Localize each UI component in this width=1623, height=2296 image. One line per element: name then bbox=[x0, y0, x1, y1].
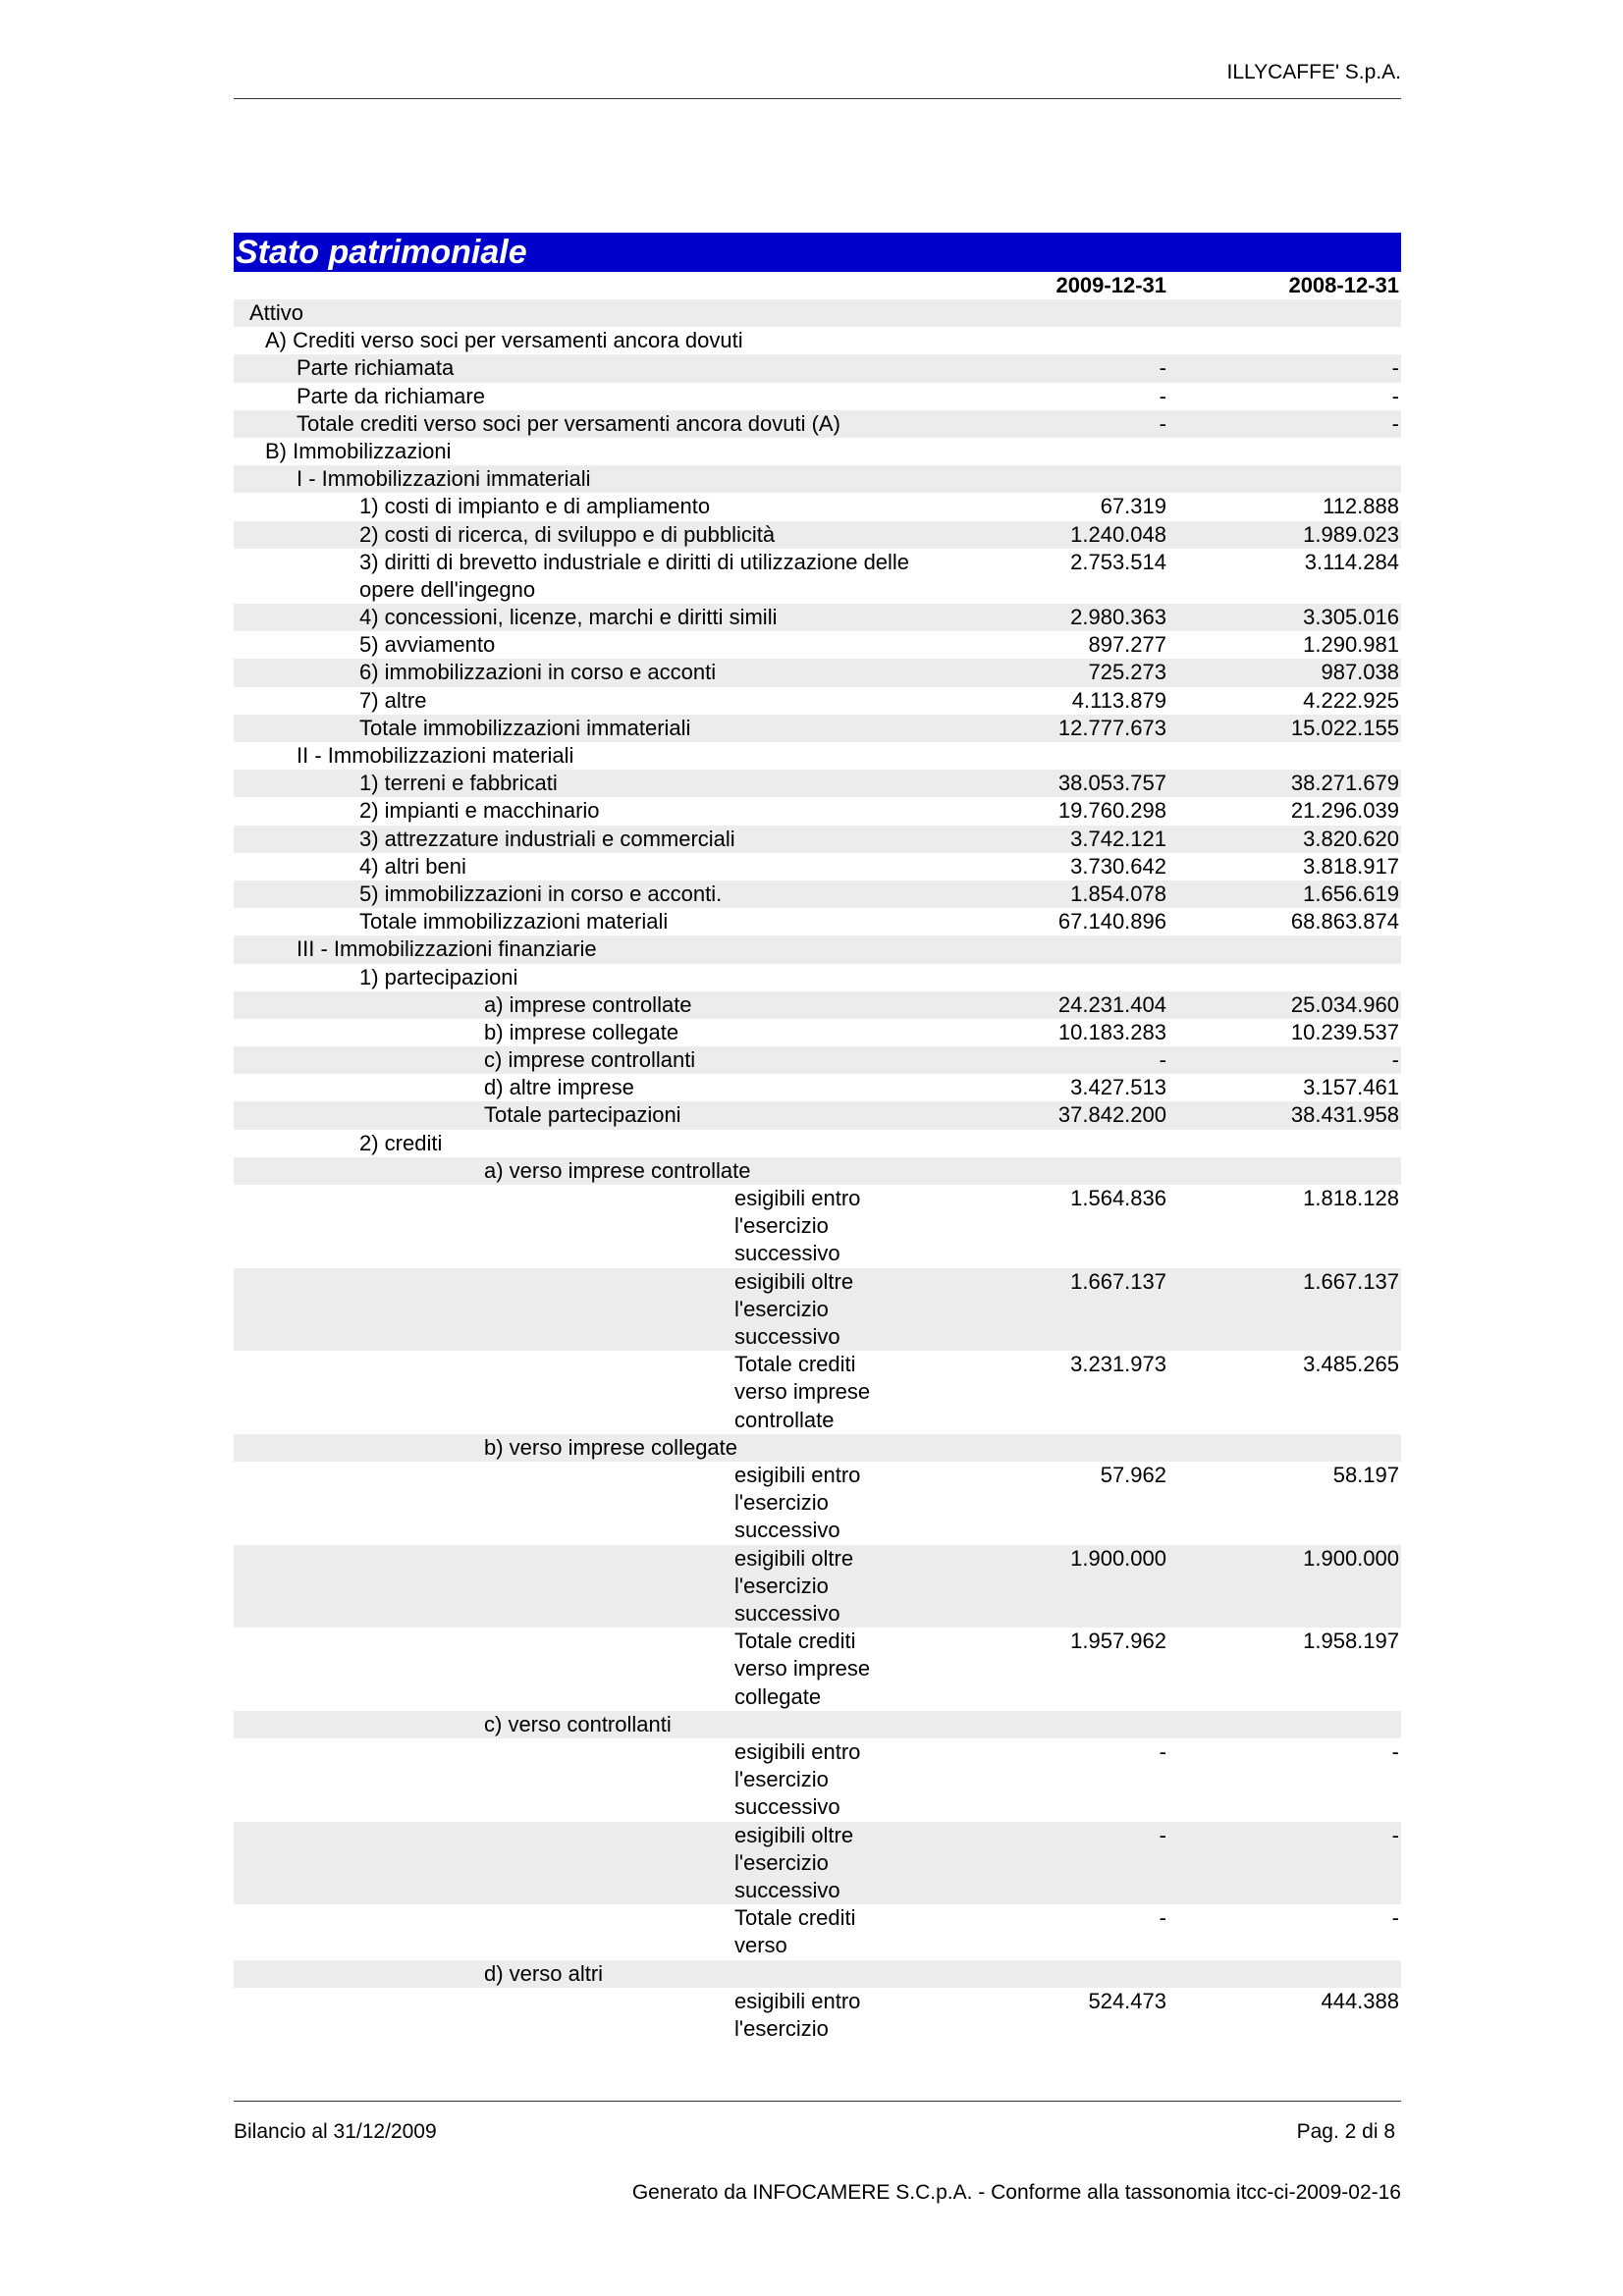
row-label: 4) concessioni, licenze, marchi e diritti simili bbox=[359, 605, 778, 630]
value-2009: 38.053.757 bbox=[1057, 771, 1166, 796]
value-2009: - bbox=[1159, 410, 1166, 436]
table-row bbox=[234, 410, 1401, 438]
row-label: 1) costi di impianto e di ampliamento bbox=[359, 494, 711, 519]
value-2009: - bbox=[1159, 1822, 1166, 1847]
value-2008: 3.114.284 bbox=[1304, 549, 1399, 574]
value-2009: 1.957.962 bbox=[1070, 1629, 1166, 1654]
value-2008: 25.034.960 bbox=[1290, 991, 1399, 1017]
table-row bbox=[234, 742, 1401, 770]
value-2008: 3.157.461 bbox=[1303, 1075, 1399, 1100]
section-title: Stato patrimoniale bbox=[236, 234, 527, 271]
value-2009: 19.760.298 bbox=[1057, 798, 1166, 824]
row-label: 5) avviamento bbox=[359, 632, 496, 658]
value-2008: 1.989.023 bbox=[1303, 521, 1399, 547]
value-2009: - bbox=[1159, 1047, 1166, 1073]
value-2008: 1.667.137 bbox=[1303, 1268, 1399, 1294]
value-2008: 3.820.620 bbox=[1303, 826, 1399, 851]
row-label: 1) partecipazioni bbox=[359, 964, 518, 989]
row-label: Attivo bbox=[249, 300, 304, 325]
value-2008: 21.296.039 bbox=[1290, 798, 1399, 824]
value-2008: 4.222.925 bbox=[1303, 687, 1399, 713]
row-label: c) imprese controllanti bbox=[484, 1047, 696, 1073]
value-2009: 2.980.363 bbox=[1070, 605, 1166, 630]
row-label: Totale crediti verso imprese controllate bbox=[734, 1352, 871, 1432]
value-2009: - bbox=[1159, 355, 1166, 381]
row-label: esigibili entro l'esercizio bbox=[734, 1988, 861, 2041]
value-2009: 57.962 bbox=[1100, 1462, 1166, 1487]
table-row bbox=[234, 1960, 1401, 1988]
row-label: Parte da richiamare bbox=[297, 383, 485, 408]
value-2009: 24.231.404 bbox=[1057, 991, 1166, 1017]
row-label: esigibili entro l'esercizio successivo bbox=[734, 1462, 861, 1543]
row-label: 5) immobilizzazioni in corso e acconti. bbox=[359, 881, 723, 906]
table-row bbox=[234, 1904, 1401, 1959]
table-row bbox=[234, 549, 1401, 604]
value-2009: 725.273 bbox=[1088, 660, 1166, 685]
table-row bbox=[234, 1185, 1401, 1268]
value-2009: 1.240.048 bbox=[1070, 521, 1166, 547]
row-label: a) verso imprese controllate bbox=[484, 1157, 751, 1183]
table-row bbox=[234, 1545, 1401, 1629]
value-2008: 1.290.981 bbox=[1303, 632, 1399, 658]
value-2009: 3.427.513 bbox=[1070, 1075, 1166, 1100]
value-2008: - bbox=[1391, 355, 1399, 381]
value-2008: 10.239.537 bbox=[1290, 1019, 1399, 1044]
value-2009: - bbox=[1159, 383, 1166, 408]
row-label: 3) diritti di brevetto industriale e diritti di utilizzazione delle opere dell'ingegno bbox=[359, 549, 910, 602]
value-2009: 524.473 bbox=[1088, 1988, 1166, 2013]
table-row bbox=[234, 935, 1401, 963]
row-label: Totale crediti verso soci per versamenti ancora dovuti (A) bbox=[297, 410, 840, 436]
row-label: I - Immobilizzazioni immateriali bbox=[297, 466, 591, 492]
row-label: b) imprese collegate bbox=[484, 1019, 679, 1044]
table-row bbox=[234, 1268, 1401, 1352]
value-2009: 2.753.514 bbox=[1070, 549, 1166, 574]
value-2008: 1.818.128 bbox=[1303, 1186, 1399, 1211]
value-2009: 897.277 bbox=[1088, 632, 1166, 658]
company-name: ILLYCAFFE' S.p.A. bbox=[1226, 61, 1401, 83]
table-row bbox=[234, 438, 1401, 465]
value-2008: 3.818.917 bbox=[1303, 853, 1399, 879]
row-label: II - Immobilizzazioni materiali bbox=[297, 743, 574, 769]
section-title-bar bbox=[234, 233, 1401, 272]
table-row bbox=[234, 1074, 1401, 1101]
table-row bbox=[234, 1988, 1401, 2043]
value-2009: 1.900.000 bbox=[1070, 1545, 1166, 1571]
table-row bbox=[234, 991, 1401, 1019]
value-2008: 38.271.679 bbox=[1290, 771, 1399, 796]
value-2009: 37.842.200 bbox=[1057, 1102, 1166, 1128]
row-label: 4) altri beni bbox=[359, 853, 466, 879]
value-2009: 12.777.673 bbox=[1057, 715, 1166, 740]
table-row bbox=[234, 354, 1401, 382]
row-label: a) imprese controllate bbox=[484, 991, 692, 1017]
table-row bbox=[234, 327, 1401, 354]
row-label: A) Crediti verso soci per versamenti ancora dovuti bbox=[265, 328, 743, 353]
table-row bbox=[234, 1738, 1401, 1822]
row-label: b) verso imprese collegate bbox=[484, 1434, 738, 1460]
row-label: 2) costi di ricerca, di sviluppo e di pubblicità bbox=[359, 521, 776, 547]
table-row bbox=[234, 1130, 1401, 1157]
value-2008: 1.656.619 bbox=[1303, 881, 1399, 906]
row-label: c) verso controllanti bbox=[484, 1711, 672, 1736]
table-row bbox=[234, 1019, 1401, 1046]
table-row bbox=[234, 687, 1401, 715]
value-2008: 68.863.874 bbox=[1290, 909, 1399, 934]
value-2009: 3.730.642 bbox=[1070, 853, 1166, 879]
row-label: Totale crediti verso bbox=[734, 1905, 856, 1958]
value-2008: 38.431.958 bbox=[1290, 1102, 1399, 1128]
row-label: esigibili oltre l'esercizio successivo bbox=[734, 1545, 854, 1626]
value-2008: 1.900.000 bbox=[1303, 1545, 1399, 1571]
table-row bbox=[234, 604, 1401, 631]
row-label: esigibili oltre l'esercizio successivo bbox=[734, 1822, 854, 1902]
row-label: esigibili oltre l'esercizio successivo bbox=[734, 1268, 854, 1350]
row-label: B) Immobilizzazioni bbox=[265, 438, 452, 463]
table-row bbox=[234, 964, 1401, 991]
value-2008: 112.888 bbox=[1323, 494, 1399, 519]
row-label: d) verso altri bbox=[484, 1960, 604, 1986]
table-row bbox=[234, 465, 1401, 493]
row-label: Parte richiamata bbox=[297, 355, 455, 381]
value-2008: - bbox=[1391, 1738, 1399, 1764]
row-label: Totale immobilizzazioni immateriali bbox=[359, 715, 691, 740]
value-2009: 4.113.879 bbox=[1071, 687, 1166, 713]
value-2008: 3.485.265 bbox=[1303, 1352, 1399, 1377]
table-row bbox=[234, 797, 1401, 825]
row-label: esigibili entro l'esercizio successivo bbox=[734, 1186, 861, 1266]
value-2009: - bbox=[1159, 1905, 1166, 1931]
column-header-row bbox=[234, 272, 1401, 299]
generated-by-note: Generato da INFOCAMERE S.C.p.A. - Conforme alla tassonomia itcc-ci-2009-02-16 bbox=[631, 2181, 1401, 2204]
table-row bbox=[234, 715, 1401, 742]
table-row bbox=[234, 631, 1401, 659]
value-2009: 1.667.137 bbox=[1070, 1268, 1166, 1294]
row-label: Totale crediti verso imprese collegate bbox=[734, 1629, 871, 1709]
value-2008: 15.022.155 bbox=[1290, 715, 1399, 740]
table-row bbox=[234, 1046, 1401, 1074]
table-row bbox=[234, 853, 1401, 881]
row-label: 1) terreni e fabbricati bbox=[359, 771, 558, 796]
table-row bbox=[234, 1351, 1401, 1434]
row-label: 2) crediti bbox=[359, 1130, 443, 1155]
row-label: 7) altre bbox=[359, 687, 427, 713]
row-label: Totale immobilizzazioni materiali bbox=[359, 909, 669, 934]
table-row bbox=[234, 383, 1401, 410]
table-row bbox=[234, 1462, 1401, 1545]
page-header bbox=[234, 57, 1401, 99]
row-label: 3) attrezzature industriali e commerciali bbox=[359, 826, 735, 851]
row-label: Totale partecipazioni bbox=[484, 1102, 681, 1128]
row-label: III - Immobilizzazioni finanziarie bbox=[297, 936, 597, 962]
value-2009: - bbox=[1159, 1738, 1166, 1764]
table-row bbox=[234, 659, 1401, 686]
value-2009: 10.183.283 bbox=[1057, 1019, 1166, 1044]
table-row bbox=[234, 1434, 1401, 1462]
table-row bbox=[234, 1101, 1401, 1129]
value-2009: 67.319 bbox=[1100, 494, 1166, 519]
row-label: d) altre imprese bbox=[484, 1075, 634, 1100]
table-row bbox=[234, 1711, 1401, 1738]
column-header-2008: 2008-12-31 bbox=[1288, 273, 1399, 297]
value-2008: - bbox=[1391, 1047, 1399, 1073]
row-label: 6) immobilizzazioni in corso e acconti bbox=[359, 660, 717, 685]
value-2009: 1.564.836 bbox=[1070, 1186, 1166, 1211]
table-row bbox=[234, 908, 1401, 935]
value-2008: 444.388 bbox=[1321, 1988, 1399, 2013]
value-2009: 3.231.973 bbox=[1070, 1352, 1166, 1377]
value-2009: 1.854.078 bbox=[1070, 881, 1166, 906]
value-2008: - bbox=[1391, 410, 1399, 436]
value-2008: - bbox=[1391, 383, 1399, 408]
table-row bbox=[234, 1157, 1401, 1185]
balance-sheet-table bbox=[234, 272, 1401, 2043]
table-row bbox=[234, 1628, 1401, 1711]
table-row bbox=[234, 299, 1401, 327]
table-row bbox=[234, 1822, 1401, 1905]
column-header-2009: 2009-12-31 bbox=[1055, 273, 1166, 297]
value-2008: 58.197 bbox=[1332, 1462, 1399, 1487]
row-label: 2) impianti e macchinario bbox=[359, 798, 600, 824]
value-2009: 67.140.896 bbox=[1057, 909, 1166, 934]
page-number: Pag. 2 di 8 bbox=[1296, 2120, 1395, 2143]
table-row bbox=[234, 881, 1401, 908]
value-2008: 1.958.197 bbox=[1303, 1629, 1399, 1654]
value-2008: - bbox=[1391, 1905, 1399, 1931]
footer-balance-date: Bilancio al 31/12/2009 bbox=[234, 2120, 437, 2143]
value-2008: 987.038 bbox=[1321, 660, 1399, 685]
table-row bbox=[234, 770, 1401, 797]
table-row bbox=[234, 493, 1401, 520]
value-2009: 3.742.121 bbox=[1070, 826, 1166, 851]
table-row bbox=[234, 521, 1401, 549]
page-footer bbox=[234, 2101, 1401, 2141]
table-row bbox=[234, 826, 1401, 853]
value-2008: - bbox=[1391, 1822, 1399, 1847]
row-label: esigibili entro l'esercizio successivo bbox=[734, 1738, 861, 1820]
value-2008: 3.305.016 bbox=[1303, 605, 1399, 630]
